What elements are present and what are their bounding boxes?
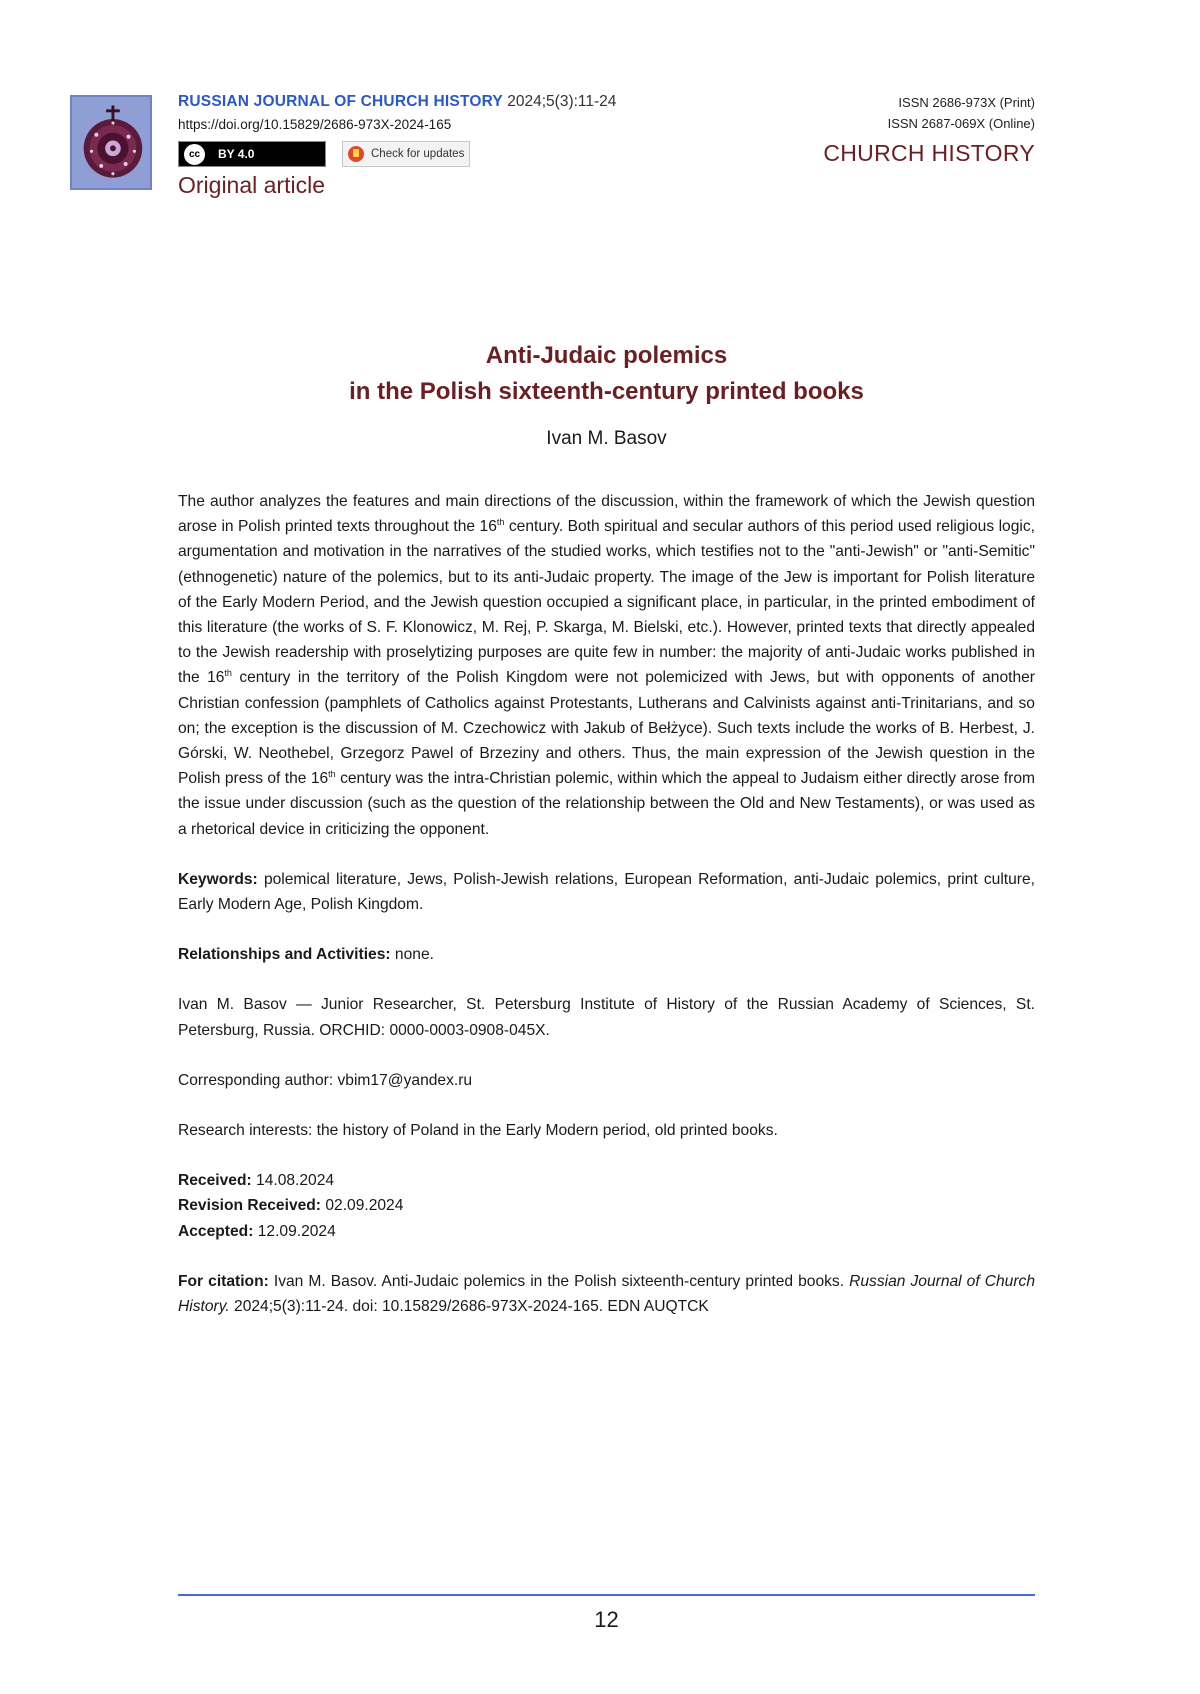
citation-label: For citation: <box>178 1273 269 1290</box>
article-title <box>178 338 1035 410</box>
cc-license-badge[interactable] <box>178 141 326 167</box>
bookmark-icon <box>348 146 364 162</box>
header-right <box>823 92 1035 167</box>
abstract-sup-2: th <box>224 668 232 678</box>
received-line <box>178 1168 1035 1193</box>
issn-online: ISSN 2687-069X (Online) <box>823 113 1035 134</box>
dates <box>178 1168 1035 1244</box>
received-label: Received: <box>178 1172 252 1189</box>
check-for-updates-button[interactable] <box>342 141 470 167</box>
citation-text: Ivan M. Basov. Anti-Judaic polemics in the Polish sixteenth-century printed books. <box>269 1273 849 1290</box>
journal-logo-icon <box>72 97 150 188</box>
relationships-label: Relationships and Activities: <box>178 946 391 963</box>
revision-line <box>178 1193 1035 1218</box>
abstract-part-2: century. Both spiritual and secular authors of this period used religious logic, argumentation and motivation in the narratives of the studied works, which testifies not to the "anti-Jewish" or "anti-Semitic" (ethnogenetic) nature of the polemics, but to its anti-Judaic property. The image of the Jew is important for Polish literature of the Early Modern Period, and the Jewish question occupied a significant place, in particular, in the printed embodiment of this literature (the works of S. F. Klonowicz, M. Rej, P. Skarga, M. Bielski, etc.). However, printed texts that directly appealed to the Jewish readership with proselytizing purposes are quite few in number: the majority of anti-Judaic works published in the 16 <box>178 518 1035 686</box>
journal-logo <box>70 95 152 190</box>
title-line-1: Anti-Judaic polemics <box>486 342 727 369</box>
keywords <box>178 867 1035 917</box>
research-interests: Research interests: the history of Poland in the Early Modern period, old printed books. <box>178 1118 1035 1143</box>
corresponding-author: Corresponding author: vbim17@yandex.ru <box>178 1068 1035 1093</box>
title-line-2: in the Polish sixteenth-century printed books <box>349 378 864 405</box>
journal-name[interactable]: RUSSIAN JOURNAL OF CHURCH HISTORY <box>178 93 503 110</box>
article-body <box>178 489 1035 1319</box>
accepted-line <box>178 1219 1035 1244</box>
revision-date: 02.09.2024 <box>321 1197 403 1214</box>
author-name: Ivan M. Basov <box>178 428 1035 450</box>
header-left <box>178 92 616 199</box>
license-label: BY 4.0 <box>218 147 254 161</box>
relationships <box>178 942 1035 967</box>
doi-link[interactable]: https://doi.org/10.15829/2686-973X-2024-165 <box>178 115 616 135</box>
author-info: Ivan M. Basov — Junior Researcher, St. Petersburg Institute of History of the Russian Academy of Sciences, St. Petersburg, Russia. ORCHID: 0000-0003-0908-045X. <box>178 992 1035 1042</box>
citation-journal: Russian Journal of Church History. <box>178 1273 1035 1315</box>
accepted-label: Accepted: <box>178 1223 253 1240</box>
abstract-sup-3: th <box>328 769 336 779</box>
keywords-label: Keywords: <box>178 871 258 888</box>
keywords-text: polemical literature, Jews, Polish-Jewish relations, European Reformation, anti-Judaic polemics, print culture, Early Modern Age, Polish Kingdom. <box>178 871 1035 913</box>
abstract <box>178 489 1035 842</box>
journal-line <box>178 92 616 112</box>
issn-print: ISSN 2686-973X (Print) <box>823 92 1035 113</box>
revision-label: Revision Received: <box>178 1197 321 1214</box>
abstract-part-1: The author analyzes the features and main directions of the discussion, within the framework of which the Jewish question arose in Polish printed texts throughout the 16 <box>178 493 1035 535</box>
section-name: CHURCH HISTORY <box>823 140 1035 167</box>
journal-issue: 2024;5(3):11-24 <box>507 93 616 110</box>
abstract-sup-1: th <box>497 517 505 527</box>
badges <box>178 140 616 168</box>
citation <box>178 1269 1035 1319</box>
citation-rest: 2024;5(3):11-24. doi: 10.15829/2686-973X-2024-165. EDN AUQTCK <box>230 1298 709 1315</box>
cc-icon: cc <box>183 143 206 166</box>
abstract-part-4: century was the intra-Christian polemic, within which the appeal to Judaism either directly arose from the issue under discussion (such as the question of the relationship between the Old and New Testaments), or was used as a rhetorical device in criticizing the opponent. <box>178 770 1035 837</box>
page-number: 12 <box>178 1607 1035 1633</box>
check-updates-label: Check for updates <box>371 148 464 160</box>
footer-rule <box>178 1594 1035 1596</box>
article-type: Original article <box>178 172 616 199</box>
received-date: 14.08.2024 <box>252 1172 334 1189</box>
abstract-part-3: century in the territory of the Polish Kingdom were not polemicized with Jews, but with opponents of another Christian confession (pamphlets of Catholics against Protestants, Lutherans and Calvinists against anti-Trinitarians, and so on; the exception is the discussion of M. Czechowicz with Jakub of Bełżyce). Such texts include the works of B. Herbest, J. Górski, W. Neothebel, Grzegorz Pawel of Brzeziny and others. Thus, the main expression of the Jewish question in the Polish press of the 16 <box>178 669 1035 787</box>
accepted-date: 12.09.2024 <box>253 1223 335 1240</box>
relationships-text: none. <box>391 946 434 963</box>
